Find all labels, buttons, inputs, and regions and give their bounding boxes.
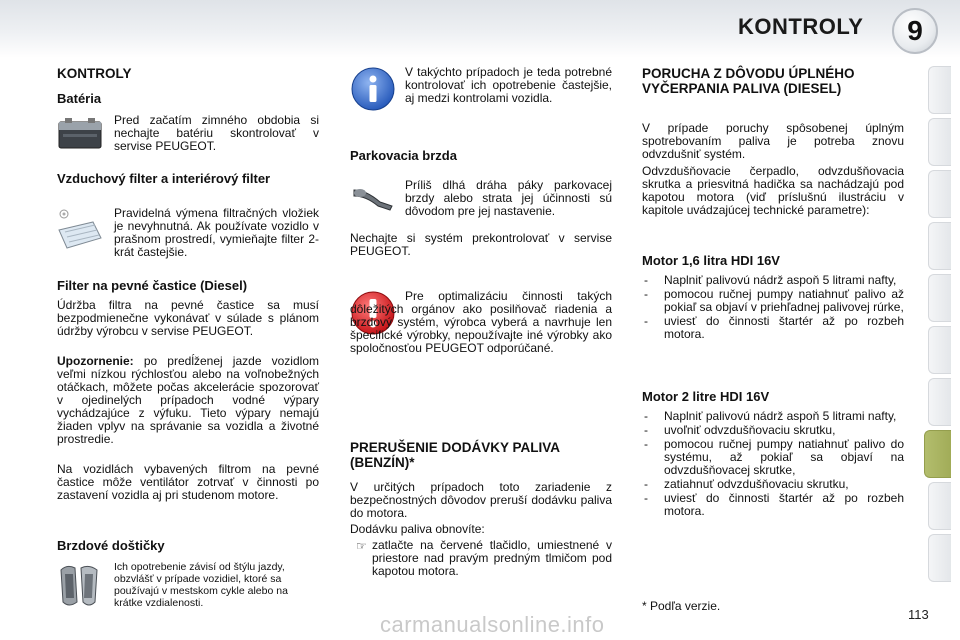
info-text: V takýchto prípadoch je teda potrebné kontrolovať ich opotrebenie častejšie, aj medzi kontrolami vozidla. (405, 65, 612, 105)
brake-pads-icon (57, 562, 103, 610)
watermark-text: carmanualsonline.info (380, 612, 605, 637)
list-item: - uviesť do činnosti štartér až po rozbeh motora. (644, 491, 904, 518)
chapter-number-badge: 9 (892, 8, 938, 54)
particle-filter-warning (57, 355, 319, 446)
fuel-cut-restore-text: Dodávku paliva obnovíte: (350, 522, 485, 536)
particle-filter-fan-text: Na vozidlách vybavených filtrom na pevné častice môže ventilátor zotrvať v činnosti po zastavení vozidla aj pri studenom motore. (57, 462, 319, 502)
motor-2-steps (642, 410, 904, 519)
list-item: - Naplniť palivovú nádrž aspoň 5 litrami nafty, (644, 409, 897, 423)
chapter-tab[interactable] (928, 326, 951, 374)
particle-filter-heading: Filter na pevné častice (Diesel) (57, 278, 248, 293)
battery-text: Pred začatím zimného obdobia si nechajte batériu skontrolovať v servise PEUGEOT. (114, 113, 319, 153)
chapter-tab[interactable] (928, 222, 951, 270)
list-item: - pomocou ručnej pumpy natiahnuť palivo do systému, až pokiaľ sa objaví na odvzdušňovacej skrutke, (644, 437, 904, 477)
fuel-cut-bullet-text: zatlačte na červené tlačidlo, umiestnené v priestore nad pravým predným tlmičom pod kapotou motora. (372, 538, 612, 578)
warning-text: po predĺženej jazde vozidlom veľmi nízkou rýchlosťou alebo na voľnobežných otáčkach, môžete počas akcelerácie spozorovať v ojedinelých prípadoch vodné výpary vychádzajúce z výfuku. Tieto výpary nemajú žiaden vplyv na správanie sa vozidla a životné prostredie. (57, 354, 319, 446)
motor-16-heading: Motor 1,6 litra HDI 16V (642, 253, 780, 268)
list-item: - uviesť do činnosti štartér až po rozbeh motora. (644, 314, 904, 341)
battery-icon (57, 116, 103, 150)
chapter-tab[interactable] (928, 482, 951, 530)
particle-filter-text: Údržba filtra na pevné častice sa musí bezpodmienečne vykonávať v súlade s plánom údržby výrobcu v servise PEUGEOT. (57, 298, 319, 338)
parking-brake-lever-icon (350, 182, 396, 212)
air-filter-heading: Vzduchový filter a interiérový filter (57, 171, 271, 186)
chapter-tab[interactable] (928, 534, 951, 582)
parking-brake-service-text: Nechajte si systém prekontrolovať v servise PEUGEOT. (350, 231, 612, 258)
list-item: - pomocou ručnej pumpy natiahnuť palivo až pokiaľ sa objaví v priehľadnej palivovej rúrke, (644, 287, 904, 314)
fuel-cut-heading: PRERUŠENIE DODÁVKY PALIVA (BENZÍN)* (350, 440, 560, 470)
chapter-tab-active[interactable] (924, 430, 951, 478)
parking-brake-text: Príliš dlhá dráha páky parkovacej brzdy alebo strata jej účinnosti sú dôvodom pre jej nastavenie. (405, 178, 612, 218)
diesel-failure-text: V prípade poruchy spôsobenej úplným spotrebovaním paliva je potreba znovu odvzdušniť systém. (642, 121, 904, 161)
air-filter-text: Pravidelná výmena filtračných vložiek je nevyhnutná. Ak používate vozidlo v prašnom prostredí, vymieňajte filter 2-krát častejšie. (114, 206, 319, 259)
brake-pads-heading: Brzdové doštičky (57, 538, 165, 553)
fuel-cut-text: V určitých prípadoch toto zariadenie z bezpečnostných dôvodov preruší dodávku paliva do motora. (350, 480, 612, 520)
page-header-title: KONTROLY (738, 14, 864, 39)
warning-label: Upozornenie: (57, 354, 134, 368)
motor-2-heading: Motor 2 litre HDI 16V (642, 389, 770, 404)
list-item: - uvoľniť odvzdušňovaciu skrutku, (644, 423, 836, 437)
list-item: - zatiahnuť odvzdušňovaciu skrutku, (644, 477, 849, 491)
motor-16-steps (642, 274, 904, 342)
air-filter-icon (57, 208, 103, 250)
main-title: KONTROLY (57, 66, 132, 81)
list-item: - Naplniť palivovú nádrž aspoň 5 litrami nafty, (644, 273, 897, 287)
page-number: 113 (908, 607, 929, 622)
warning-text-products: Pre optimalizáciu činnosti takých dôležitých orgánov ako posilňovač riadenia a brzdový systém, výrobca vyberá a navrhuje len špecifické výrobky, nepoužívajte iné výrobky ako spoločnosťou PEUGEOT odporúčané. (350, 289, 612, 355)
chapter-tab[interactable] (928, 274, 951, 322)
chapter-tab[interactable] (928, 66, 951, 114)
chapter-tab[interactable] (928, 378, 951, 426)
chapter-tab[interactable] (928, 118, 951, 166)
diesel-bleed-text: Odvzdušňovacie čerpadlo, odvzdušňovacia skrutka a priesvitná hadička sa nachádzajú pod kapotou motora (viď príslušnú ilustráciu v kapitole uvádzajúcej technické parametre): (642, 164, 904, 217)
chapter-tabs (928, 66, 952, 626)
diesel-failure-heading: PORUCHA Z DÔVODU ÚPLNÉHO VYČERPANIA PALIVA (DIESEL) (642, 66, 855, 96)
hand-pointer-icon: ☞ (356, 539, 367, 553)
parking-brake-heading: Parkovacia brzda (350, 148, 457, 163)
footnote: * Podľa verzie. (642, 599, 721, 613)
info-icon (350, 66, 396, 112)
chapter-tab[interactable] (928, 170, 951, 218)
battery-heading: Batéria (57, 91, 102, 106)
brake-pads-text: Ich opotrebenie závisí od štýlu jazdy, obzvlášť v prípade vozidiel, ktoré sa používajú v mestskom cykle alebo na krátke vzdialenosti. (114, 561, 288, 609)
